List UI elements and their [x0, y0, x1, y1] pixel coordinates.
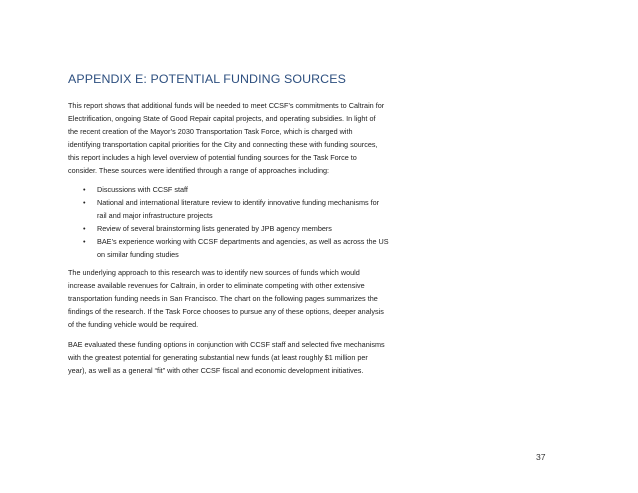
paragraph-line: year), as well as a general “fit” with other CCSF fiscal and economic development initiatives.: [68, 366, 364, 375]
list-item: [83, 196, 463, 222]
intro-paragraph: [68, 99, 458, 177]
list-item-line: National and international literature review to identify innovative funding mechanisms for: [97, 198, 380, 207]
list-item-line: Review of several brainstorming lists generated by JPB agency members: [97, 224, 332, 233]
paragraph-line: BAE evaluated these funding options in conjunction with CCSF staff and selected five mechanisms: [68, 340, 385, 349]
paragraph-line: findings of the research. If the Task Force chooses to pursue any of these options, deeper analysis: [68, 307, 384, 316]
page-number: 37: [536, 452, 546, 462]
paragraph-line: with the greatest potential for generating substantial new funds (at least roughly $1 million per: [68, 353, 368, 362]
approaches-list: [83, 183, 463, 261]
list-item-line: rail and major infrastructure projects: [97, 211, 213, 220]
paragraph-line: increase available revenues for Caltrain, in order to eliminate competing with other extensive: [68, 281, 365, 290]
paragraph-line: the recent creation of the Mayor’s 2030 Transportation Task Force, which is charged with: [68, 127, 353, 136]
list-item: [83, 222, 463, 235]
paragraph-line: consider. These sources were identified through a range of approaches including:: [68, 166, 330, 175]
paragraph-line: This report shows that additional funds will be needed to meet CCSF’s commitments to Caltrain for: [68, 101, 385, 110]
paragraph-line: of the funding vehicle would be required.: [68, 320, 199, 329]
bullet-icon: •: [83, 198, 86, 207]
paragraph-line: The underlying approach to this research was to identify new sources of funds which would: [68, 268, 360, 277]
paragraph-line: this report includes a high level overview of potential funding sources for the Task Force to: [68, 153, 357, 162]
paragraph-line: transportation funding needs in San Francisco. The chart on the following pages summarizes the: [68, 294, 378, 303]
bullet-icon: •: [83, 224, 86, 233]
evaluation-paragraph: [68, 338, 458, 377]
list-item: [83, 235, 463, 261]
list-item-line: Discussions with CCSF staff: [97, 185, 188, 194]
bullet-icon: •: [83, 237, 86, 246]
bullet-icon: •: [83, 185, 86, 194]
paragraph-line: identifying transportation capital priorities for the City and connecting these with funding sources,: [68, 140, 378, 149]
list-item-line: on similar funding studies: [97, 250, 179, 259]
paragraph-line: Electrification, ongoing State of Good Repair capital projects, and operating subsidies. In light of: [68, 114, 376, 123]
approach-paragraph: [68, 266, 458, 331]
list-item-line: BAE’s experience working with CCSF departments and agencies, as well as across the US: [97, 237, 389, 246]
list-item: [83, 183, 463, 196]
appendix-heading: APPENDIX E: POTENTIAL FUNDING SOURCES: [68, 72, 346, 86]
